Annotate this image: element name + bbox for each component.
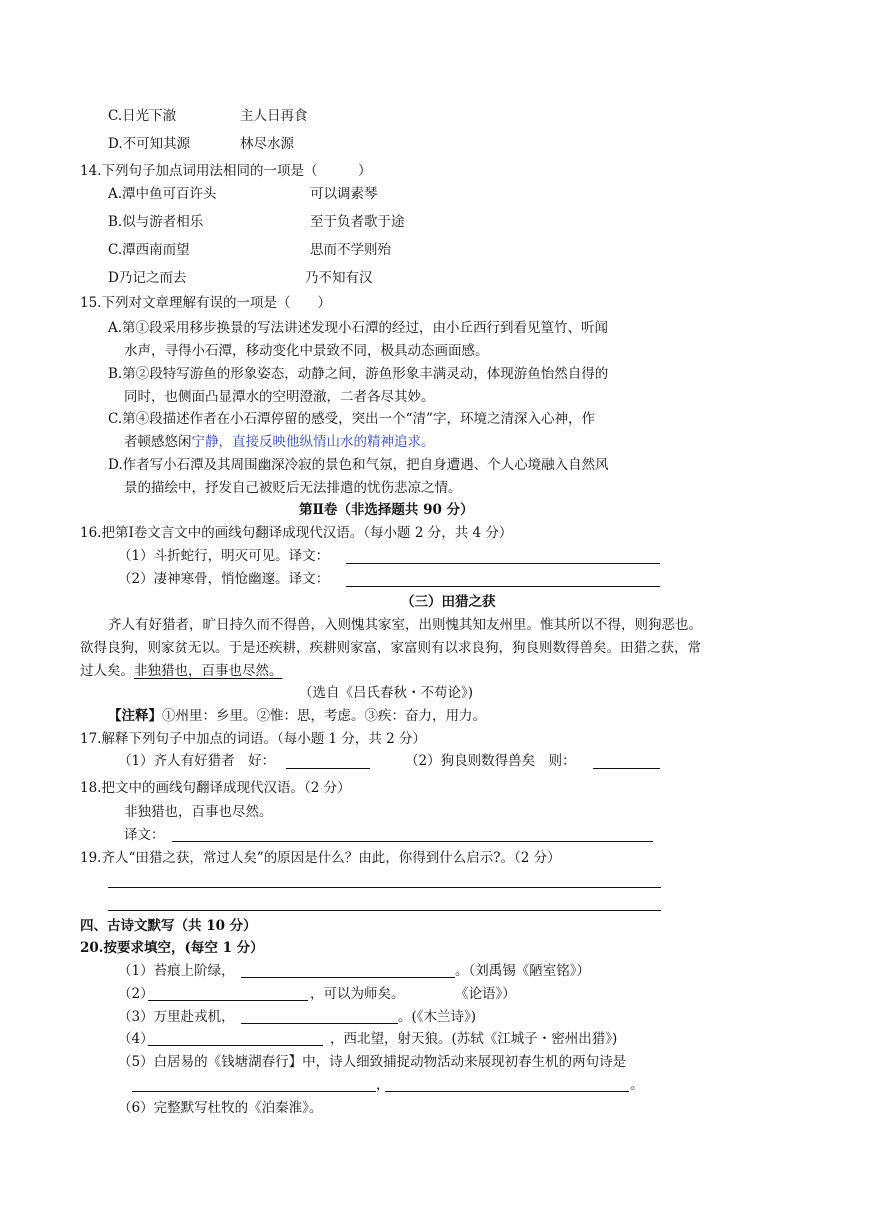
q20-blank-4[interactable] — [148, 1045, 323, 1046]
q13-option-d-b: 林尽水源 — [240, 136, 294, 152]
q20-sub2-source: 《论语》） — [455, 986, 516, 1002]
q17-sub2: （2）狗良则数得兽矣 则： — [405, 753, 576, 769]
passage-line-1: 齐人有好猎者，旷日持久而不得兽，入则愧其家室，出则愧其知友州里。惟其所以不得，则狗恶也。 — [108, 617, 702, 633]
passage-notes — [108, 706, 486, 726]
q18-answer-blank[interactable] — [172, 841, 653, 842]
q15-option-b-line2: 同时，也侧面凸显潭水的空明澄澈，二者各尽其妙。 — [124, 389, 435, 405]
q20-sub2-text: （2） — [118, 986, 154, 1002]
q15-option-b-line1: B.第②段特写游鱼的形象姿态，动静之间，游鱼形象丰满灵动，体现游鱼怡然自得的 — [108, 366, 609, 382]
q20-sub5-text: （5）白居易的《钱塘湖春行】中，诗人细致捕捉动物活动来展现初春生机的两句诗是 — [118, 1054, 627, 1070]
q14-option-d-a: D乃记之而去 — [108, 270, 187, 286]
passage-source: （选自《吕氏春秋・不苟论》) — [299, 685, 474, 701]
section-4-heading: 四、古诗文默写（共 10 分） — [80, 918, 257, 934]
q15-stem: 15.下列对文章理解有误的一项是（ ） — [80, 295, 331, 311]
q15-c-highlight: 宁静，直接反映他纵情山水的精神追求。 — [191, 434, 435, 450]
q13-option-c-b: 主人日再食 — [240, 108, 308, 124]
q15-option-a-line2: 水声，寻得小石潭，移动变化中景致不同，极具动态画面感。 — [124, 343, 489, 359]
q20-stem: 20.按要求填空，(每空 1 分） — [80, 940, 264, 956]
q19-answer-line-2[interactable] — [108, 910, 661, 911]
q20-blank-5a[interactable] — [132, 1091, 376, 1092]
passage-title: （三）田猎之获 — [401, 594, 496, 610]
q13-option-c — [108, 106, 176, 126]
q14-option-d-b: 乃不知有汉 — [305, 270, 373, 286]
q20-sub5-period: 。 — [630, 1077, 644, 1093]
q15-option-c-line2 — [124, 432, 435, 452]
q15-option-a-line1: A.第①段采用移步换景的写法讲述发现小石潭的经过，由小丘西行到看见篁竹、听闻 — [108, 320, 609, 336]
passage-underlined-sentence: 非独猎也，百事也尽然。 — [134, 663, 283, 679]
q20-sub6-text: （6）完整默写杜牧的《泊秦淮》。 — [118, 1100, 323, 1116]
q20-sub3-text: （3）万里赴戎机， — [118, 1009, 235, 1025]
q20-blank-5b[interactable] — [385, 1091, 629, 1092]
q14-option-a-b: 可以调素琴 — [310, 186, 378, 202]
notes-text: ①州里：乡里。②惟：思，考虑。③疾：奋力，用力。 — [162, 708, 486, 724]
q14-option-c-b: 思而不学则殆 — [310, 242, 391, 258]
passage-line-3-text: 过人矣。 — [80, 663, 134, 679]
notes-label: 【注释】 — [108, 708, 162, 724]
q19-answer-line-1[interactable] — [108, 887, 661, 888]
q14-option-b-a: B.似与游者相乐 — [108, 214, 204, 230]
q18-stem: 18.把文中的画线句翻译成现代汉语。（2 分） — [80, 780, 351, 796]
q20-blank-3[interactable] — [241, 1023, 398, 1024]
q20-sub3-source: 。(《木兰诗》) — [398, 1009, 477, 1025]
q14-option-c-a: C.潭西南而望 — [108, 242, 190, 258]
q17-answer-blank-1[interactable] — [286, 768, 370, 769]
q17-sub1: （1）齐人有好猎者 好： — [118, 753, 276, 769]
q14-option-b-b: 至于负者歌于途 — [310, 214, 405, 230]
q16-answer-blank-1[interactable] — [346, 563, 660, 564]
q13-option-c-a: C.日光下澈 — [108, 108, 177, 124]
q15-option-c-line1: C.第④段描述作者在小石潭停留的感受，突出一个“清”字，环境之清深入心神，作 — [108, 411, 595, 427]
q16-sub2: （2）凄神寒骨，悄怆幽邃。译文： — [118, 571, 330, 587]
q20-sub4-rest: ，西北望，射天狼。(苏轼《江城子・密州出猎》) — [330, 1031, 618, 1047]
q20-sub1-text: （1）苔痕上阶绿， — [118, 963, 235, 979]
passage-line-3 — [80, 661, 283, 681]
q15-option-d-line1: D.作者写小石潭及其周围幽深冷寂的景色和气氛，把自身遭遇、个人心境融入自然风 — [108, 457, 609, 473]
q13-option-d-a: D.不可知其源 — [108, 136, 191, 152]
q20-sub5-comma: ， — [376, 1077, 390, 1093]
q18-translation-label: 译文： — [124, 827, 165, 843]
q15-option-d-line2: 景的描绘中，抒发自己被贬后无法排遣的忧伤悲凉之情。 — [124, 480, 462, 496]
q16-stem: 16.把第Ⅰ卷文言文中的画线句翻译成现代汉语。（每小题 2 分，共 4 分） — [80, 525, 513, 541]
q16-sub1: （1）斗折蛇行，明灭可见。译文： — [118, 548, 330, 564]
q20-sub2-rest: ，可以为师矣。 — [310, 986, 405, 1002]
q19-stem: 19.齐人“田猎之获，常过人矣”的原因是什么？由此，你得到什么启示?。（2 分） — [80, 850, 561, 866]
q16-answer-blank-2[interactable] — [346, 586, 660, 587]
q20-sub1-source: 。（刘禹锡《陋室铭》） — [455, 963, 590, 979]
q20-blank-1[interactable] — [241, 977, 455, 978]
q20-blank-2[interactable] — [148, 1000, 308, 1001]
q14-stem: 14.下列句子加点词用法相同的一项是（ ） — [80, 163, 372, 179]
q14-option-a-a: A.潭中鱼可百许头 — [108, 186, 217, 202]
q20-sub4-text: （4） — [118, 1031, 154, 1047]
q18-sentence: 非独猎也，百事也尽然。 — [124, 804, 273, 820]
q17-answer-blank-2[interactable] — [593, 768, 660, 769]
section-2-heading: 第Ⅱ卷（非选择题共 90 分） — [299, 502, 474, 518]
passage-line-2: 欲得良狗，则家贫无以。于是还疾耕，疾耕则家富，家富则有以求良狗，狗良则数得兽矣。田猎之获，常 — [80, 640, 701, 656]
q15-c-text: 者顿感悠闲 — [124, 434, 192, 450]
q17-stem: 17.解释下列句子中加点的词语。（每小题 1 分，共 2 分） — [80, 731, 427, 747]
